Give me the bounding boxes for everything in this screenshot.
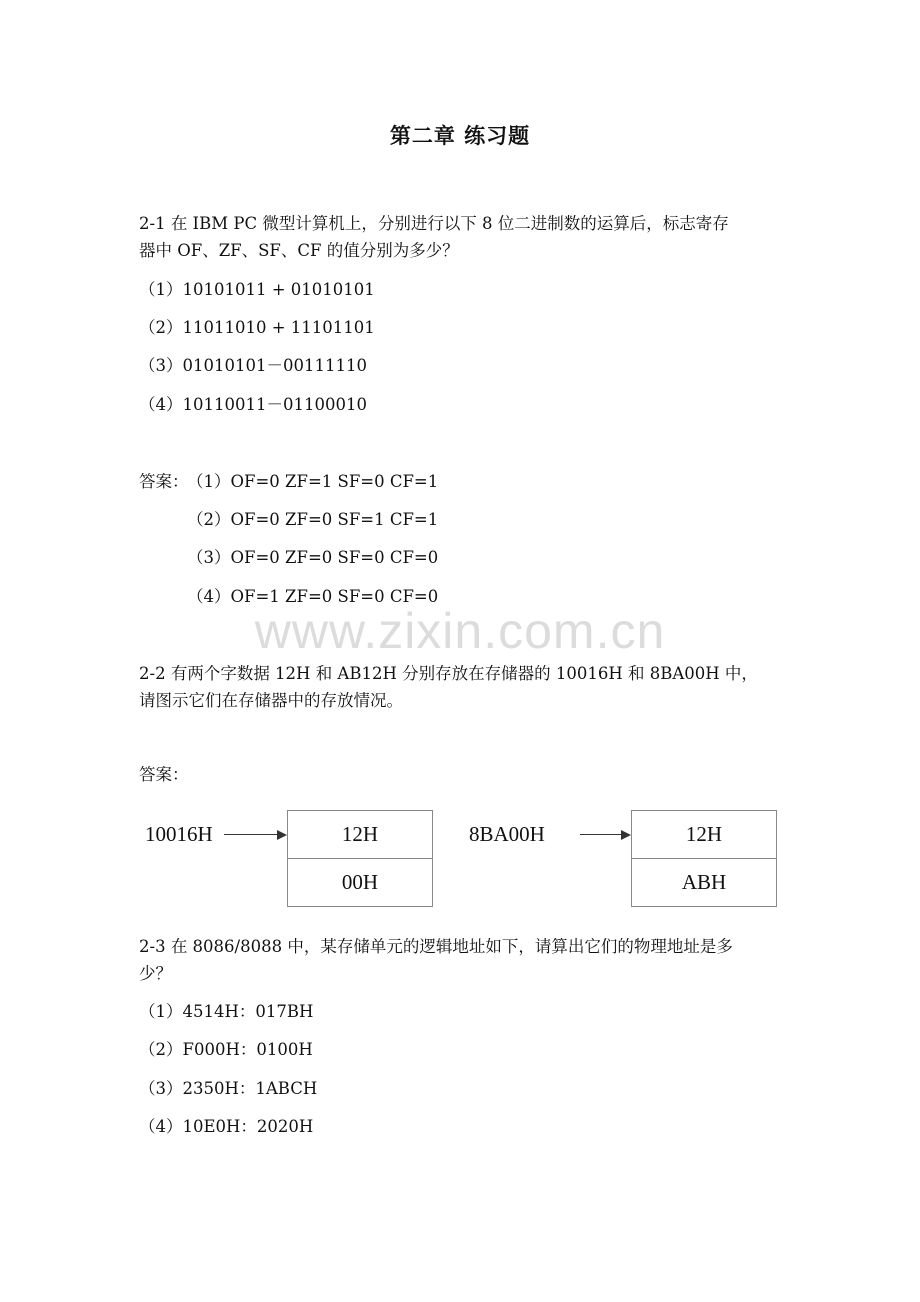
memory-address-label: 10016H	[145, 822, 213, 846]
q1-text-line2: 器中 OF、ZF、SF、CF 的值分别为多少？	[139, 241, 459, 260]
q2-answer-label: 答案：	[139, 765, 189, 784]
memory-cell: ABH	[632, 858, 776, 906]
arrow-right-icon	[277, 830, 287, 840]
memory-block	[631, 810, 777, 907]
memory-address-label: 8BA00H	[469, 822, 545, 846]
memory-block	[287, 810, 433, 907]
q1-answer-label: 答案：	[139, 472, 189, 491]
watermark: www.zixin.com.cn	[254, 603, 666, 659]
memory-cell: 12H	[341, 822, 379, 846]
q1-item-2: （2）11011010 + 11101101	[139, 318, 375, 337]
memory-cell: 12H	[685, 822, 723, 846]
arrow-line	[580, 834, 622, 835]
q1-answer-3: （3）OF=0 ZF=0 SF=0 CF=0	[187, 548, 439, 567]
q2-text-line2: 请图示它们在存储器中的存放情况。	[139, 691, 403, 710]
memory-cell: 00H	[288, 858, 432, 906]
page-title: 第二章 练习题	[389, 124, 531, 148]
q3-item-2: （2）F000H：0100H	[139, 1040, 313, 1059]
q1-item-1: （1）10101011 + 01010101	[139, 280, 375, 299]
arrow-line	[224, 834, 278, 835]
q3-text-line2: 少？	[139, 964, 172, 983]
q2-text-line1: 2-2 有两个字数据 12H 和 AB12H 分别存放在存储器的 10016H 和 8BA00H 中，	[139, 664, 758, 683]
q3-item-1: （1）4514H：017BH	[139, 1002, 314, 1021]
q1-text-line1: 2-1 在 IBM PC 微型计算机上，分别进行以下 8 位二进制数的运算后，标志寄存	[139, 214, 729, 233]
q1-item-4: （4）10110011－01100010	[139, 395, 367, 414]
q1-answer-4: （4）OF=1 ZF=0 SF=0 CF=0	[187, 587, 439, 606]
q3-item-4: （4）10E0H：2020H	[139, 1117, 314, 1136]
q3-text-line1: 2-3 在 8086/8088 中，某存储单元的逻辑地址如下，请算出它们的物理地址是多	[139, 937, 733, 956]
q3-item-3: （3）2350H：1ABCH	[139, 1079, 318, 1098]
q1-item-3: （3）01010101－00111110	[139, 356, 367, 375]
arrow-right-icon	[621, 830, 631, 840]
q1-answer-2: （2）OF=0 ZF=0 SF=1 CF=1	[187, 510, 439, 529]
q1-answer-1: （1）OF=0 ZF=1 SF=0 CF=1	[187, 472, 439, 491]
